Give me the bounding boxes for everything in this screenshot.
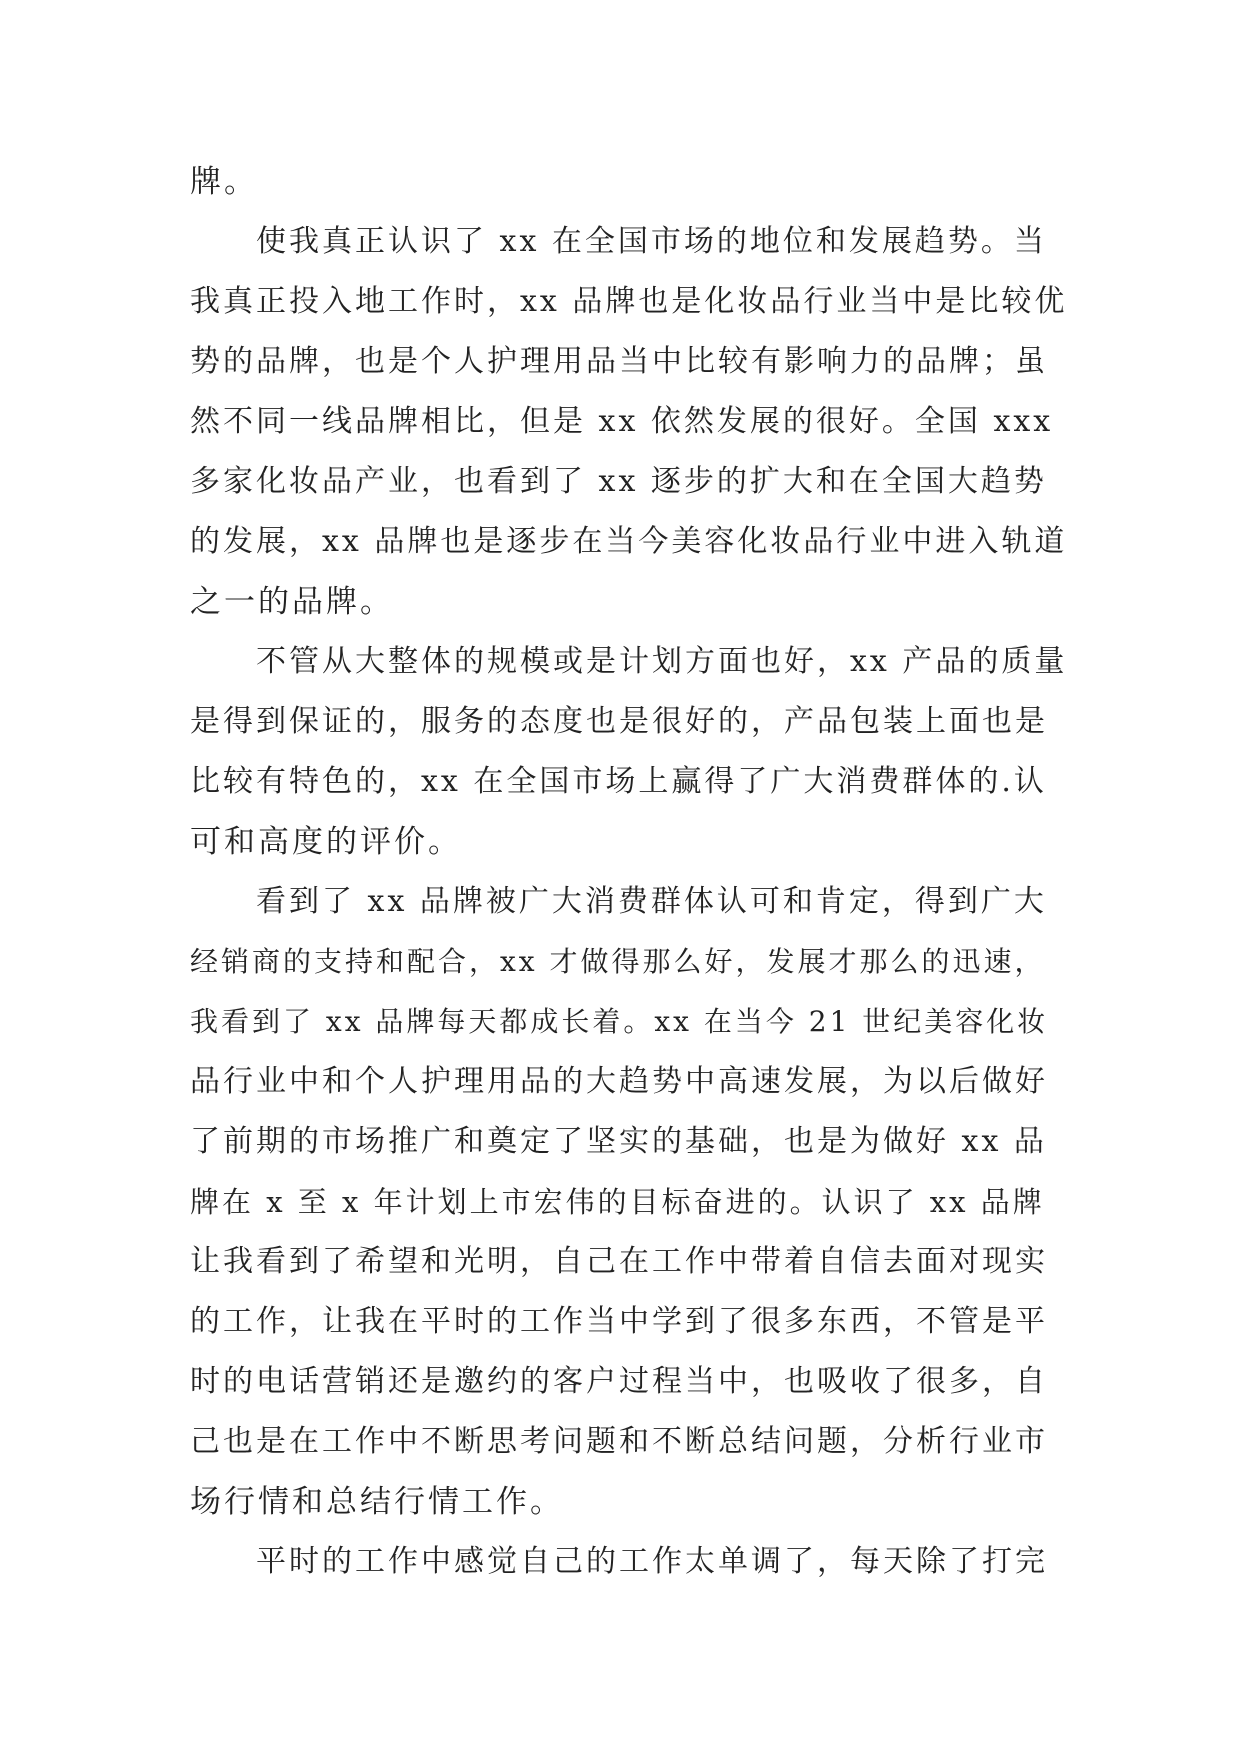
text-line: 比较有特色的，xx 在全国市场上赢得了广大消费群体的.认 <box>190 764 1047 799</box>
text-line: 看到了 xx 品牌被广大消费群体认可和肯定，得到广大 <box>256 884 1047 919</box>
text-line: 让我看到了希望和光明，自己在工作中带着自信去面对现实 <box>190 1244 1048 1279</box>
text-line: 然不同一线品牌相比，但是 xx 依然发展的很好。全国 xxx <box>190 404 1054 439</box>
text-line: 的发展，xx 品牌也是逐步在当今美容化妆品行业中进入轨道 <box>190 524 1068 559</box>
text-line: 是得到保证的，服务的态度也是很好的，产品包装上面也是 <box>190 704 1048 739</box>
text-line: 己也是在工作中不断思考问题和不断总结问题，分析行业市 <box>190 1424 1048 1459</box>
text-line: 品行业中和个人护理用品的大趋势中高速发展，为以后做好 <box>190 1064 1048 1099</box>
text-line: 了前期的市场推广和奠定了坚实的基础，也是为做好 xx 品 <box>190 1124 1047 1159</box>
text-line: 使我真正认识了 xx 在全国市场的地位和发展趋势。当 <box>256 224 1047 259</box>
text-line: 牌在 x 至 x 年计划上市宏伟的目标奋进的。认识了 xx 品牌 <box>190 1185 1045 1219</box>
text-line: 不管从大整体的规模或是计划方面也好，xx 产品的质量 <box>256 644 1068 679</box>
body-text <box>190 152 1070 1592</box>
text-line: 场行情和总结行情工作。 <box>190 1484 564 1520</box>
text-line: 经销商的支持和配合，xx 才做得那么好，发展才那么的迅速， <box>190 945 1046 978</box>
text-line: 之一的品牌。 <box>190 584 394 620</box>
text-line: 可和高度的评价。 <box>190 824 462 860</box>
text-line: 平时的工作中感觉自己的工作太单调了，每天除了打完 <box>256 1544 1048 1579</box>
text-line: 我真正投入地工作时，xx 品牌也是化妆品行业当中是比较优 <box>190 284 1068 319</box>
text-line: 时的电话营销还是邀约的客户过程当中，也吸收了很多，自 <box>190 1364 1048 1399</box>
text-line: 我看到了 xx 品牌每天都成长着。xx 在当今 21 世纪美容化妆 <box>190 1005 1049 1038</box>
text-line: 多家化妆品产业，也看到了 xx 逐步的扩大和在全国大趋势 <box>190 464 1047 499</box>
text-line: 牌。 <box>190 164 258 200</box>
text-line: 势的品牌，也是个人护理用品当中比较有影响力的品牌；虽 <box>190 344 1048 379</box>
text-line: 的工作，让我在平时的工作当中学到了很多东西，不管是平 <box>190 1304 1048 1339</box>
